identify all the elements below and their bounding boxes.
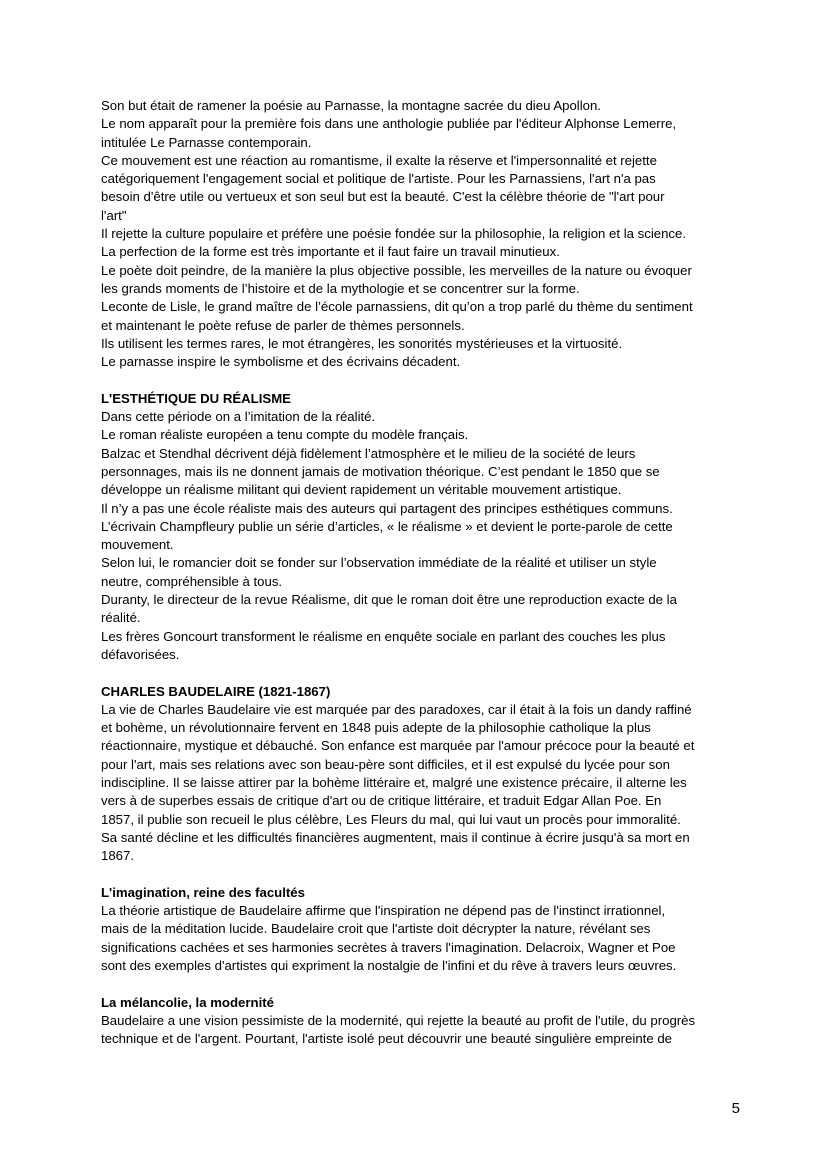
text-line: 1867. — [101, 848, 135, 864]
text-line: réalité. — [101, 610, 141, 626]
text-line: Balzac et Stendhal décrivent déjà fidèlement l’atmosphère et le milieu de la société de leurs — [101, 445, 636, 461]
text-line: mais de la méditation lucide. Baudelaire croit que l'artiste doit décrypter la nature, révélant ses — [101, 921, 651, 937]
document-page — [101, 97, 737, 1048]
text-line: Le poète doit peindre, de la manière la plus objective possible, les merveilles de la nature ou évoquer — [101, 262, 692, 278]
section — [101, 371, 737, 664]
section — [101, 97, 737, 371]
text-line: Baudelaire a une vision pessimiste de la modernité, qui rejette la beauté au profit de l'utile, du progrès — [101, 1012, 696, 1028]
text-line: pour l'art, mais ses relations avec son beau-père sont difficiles, et il est expulsé du lycée pour son — [101, 756, 670, 772]
text-line: La théorie artistique de Baudelaire affirme que l'inspiration ne dépend pas de l'instinct irrationnel, — [101, 903, 666, 919]
text-line: et bohème, un révolutionnaire fervent en 1848 puis adepte de la philosophie catholique la plus — [101, 720, 651, 736]
text-line: intitulée Le Parnasse contemporain. — [101, 134, 312, 150]
section-heading: L'ESTHÉTIQUE DU RÉALISME — [101, 390, 291, 406]
text-line: défavorisées. — [101, 646, 180, 662]
text-line: catégoriquement l'engagement social et politique de l'artiste. Pour les Parnassiens, l'art n'a pas — [101, 171, 656, 187]
text-line: vers à de superbes essais de critique d'art ou de critique littéraire, et traduit Edgar Allan Poe. En — [101, 793, 662, 809]
text-line: Selon lui, le romancier doit se fonder sur l’observation immédiate de la réalité et utiliser un style — [101, 555, 657, 571]
paragraph-spacer — [101, 865, 737, 883]
section-heading: L'imagination, reine des facultés — [101, 884, 305, 900]
text-line: réactionnaire, mystique et débauché. Son enfance est marquée par l'amour précoce pour la beauté et — [101, 738, 695, 754]
text-line: Les frères Goncourt transforment le réalisme en enquête sociale en parlant des couches les plus — [101, 628, 666, 644]
text-line: significations cachées et ses harmonies secrètes à travers l'imagination. Delacroix, Wagner et Poe — [101, 939, 676, 955]
text-line: Duranty, le directeur de la revue Réalisme, dit que le roman doit être une reproduction exacte de la — [101, 592, 677, 608]
text-line: personnages, mais ils ne donnent jamais de motivation théorique. C’est pendant le 1850 que se — [101, 463, 660, 479]
text-line: Son but était de ramener la poésie au Parnasse, la montagne sacrée du dieu Apollon. — [101, 98, 601, 113]
text-line: Le parnasse inspire le symbolisme et des écrivains décadent. — [101, 354, 461, 370]
text-line: Il rejette la culture populaire et préfère une poésie fondée sur la philosophie, la religion et la science. — [101, 226, 687, 242]
text-line: Il n’y a pas une école réaliste mais des auteurs qui partagent des principes esthétiques communs. — [101, 500, 673, 516]
text-line: Ils utilisent les termes rares, le mot étrangères, les sonorités mystérieuses et la virtuosité. — [101, 335, 623, 351]
paragraph-spacer — [101, 371, 737, 389]
text-line: Le nom apparaît pour la première fois dans une anthologie publiée par l'éditeur Alphonse Lemerre, — [101, 116, 677, 132]
text-line: et maintenant le poète refuse de parler de thèmes personnels. — [101, 317, 465, 333]
text-line: La vie de Charles Baudelaire vie est marquée par des paradoxes, car il était à la fois un dandy raffiné — [101, 701, 692, 717]
text-line: Le roman réaliste européen a tenu compte du modèle français. — [101, 427, 469, 443]
page-body — [101, 97, 737, 1048]
text-line: technique et de l'argent. Pourtant, l'artiste isolé peut découvrir une beauté singulière empreinte de — [101, 1031, 672, 1047]
text-line: développe un réalisme militant qui devient rapidement un véritable mouvement artistique. — [101, 482, 622, 498]
text-line: Sa santé décline et les difficultés financières augmentent, mais il continue à écrire jusqu'à sa mort en — [101, 829, 690, 845]
text-line: Dans cette période on a l’imitation de la réalité. — [101, 409, 376, 425]
text-line: mouvement. — [101, 537, 174, 553]
section-heading: La mélancolie, la modernité — [101, 994, 274, 1010]
paragraph-spacer — [101, 664, 737, 682]
section-heading: CHARLES BAUDELAIRE (1821-1867) — [101, 683, 331, 699]
page-number: 5 — [731, 1100, 740, 1117]
text-line: sont des exemples d'artistes qui expriment la nostalgie de l'infini et du rêve à travers leurs œuvres. — [101, 957, 677, 973]
section — [101, 975, 737, 1048]
text-line: 1857, il publie son recueil le plus célèbre, Les Fleurs du mal, qui lui vaut un procès pour immoralité. — [101, 811, 681, 827]
text-line: indiscipline. Il se laisse attirer par la bohème littéraire et, malgré une existence précaire, il alterne les — [101, 774, 687, 790]
paragraph-spacer — [101, 975, 737, 993]
text-line: Leconte de Lisle, le grand maître de l’école parnassiens, dit qu’on a trop parlé du thème du sentiment — [101, 299, 693, 315]
section — [101, 865, 737, 975]
text-line: neutre, compréhensible à tous. — [101, 573, 283, 589]
text-line: L’écrivain Champfleury publie un série d’articles, « le réalisme » et devient le porte-parole de cette — [101, 518, 673, 534]
text-line: besoin d'être utile ou vertueux et son seul but est la beauté. C'est la célèbre théorie de "l'art pour — [101, 189, 665, 205]
section — [101, 664, 737, 865]
text-line: l'art" — [101, 207, 127, 223]
text-line: La perfection de la forme est très importante et il faut faire un travail minutieux. — [101, 244, 560, 260]
text-line: Ce mouvement est une réaction au romantisme, il exalte la réserve et l'impersonnalité et rejette — [101, 152, 657, 168]
text-line: les grands moments de l’histoire et de la mythologie et se concentrer sur la forme. — [101, 280, 580, 296]
